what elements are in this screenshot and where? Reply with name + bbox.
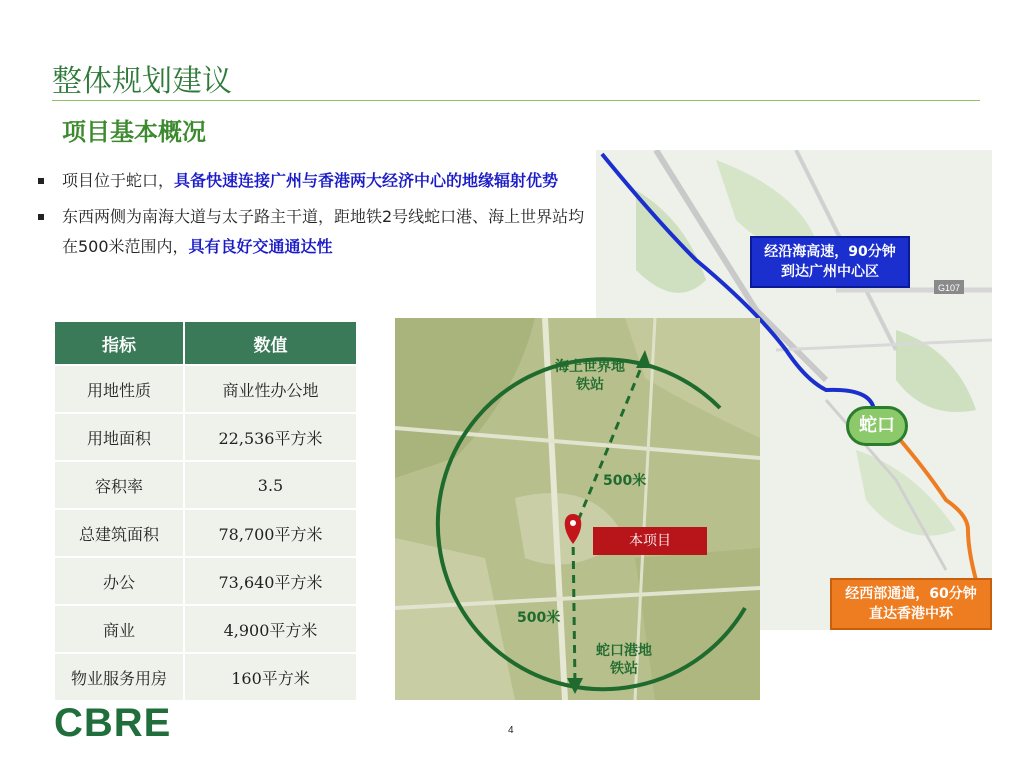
cbre-logo: CBRE <box>54 701 172 745</box>
table-cell-key: 总建筑面积 <box>54 509 184 557</box>
table-row <box>54 413 357 461</box>
project-tag: 本项目 <box>593 527 707 555</box>
bullet-highlight: 具备快速连接广州与香港两大经济中心的地缘辐射优势 <box>174 171 559 190</box>
table-row <box>54 653 357 701</box>
table-row <box>54 365 357 413</box>
section-subtitle: 项目基本概况 <box>62 118 206 146</box>
table-cell-key: 商业 <box>54 605 184 653</box>
page-number: 4 <box>508 725 514 736</box>
shekou-marker: 蛇口 <box>846 406 908 446</box>
table-cell-key: 用地面积 <box>54 413 184 461</box>
bullet-list <box>36 166 596 268</box>
table-cell-value: 3.5 <box>184 461 357 509</box>
table-cell-key: 办公 <box>54 557 184 605</box>
bullet-text: 项目位于蛇口， <box>62 171 175 190</box>
table-header-value: 数值 <box>184 321 357 365</box>
bullet-item-location <box>36 166 596 196</box>
table-header-row <box>54 321 357 365</box>
road-badge: G107 <box>937 283 961 293</box>
table-cell-key: 容积率 <box>54 461 184 509</box>
table-cell-value: 160平方米 <box>184 653 357 701</box>
table-cell-value: 22,536平方米 <box>184 413 357 461</box>
page-title: 整体规划建议 <box>52 64 232 99</box>
bullet-marker <box>38 214 44 220</box>
table-row <box>54 509 357 557</box>
callout-guangzhou: 经沿海高速，90分钟到达广州中心区 <box>750 236 910 288</box>
table-row <box>54 461 357 509</box>
project-info-table <box>53 320 358 702</box>
table-header-indicator: 指标 <box>54 321 184 365</box>
callout-hongkong: 经西部通道，60分钟直达香港中环 <box>830 578 992 630</box>
table-row <box>54 557 357 605</box>
table-cell-value: 73,640平方米 <box>184 557 357 605</box>
distance-north-label: 500米 <box>603 473 647 489</box>
table-cell-value: 78,700平方米 <box>184 509 357 557</box>
table-cell-key: 物业服务用房 <box>54 653 184 701</box>
table-cell-value: 商业性办公地 <box>184 365 357 413</box>
bullet-item-traffic <box>36 202 596 262</box>
station-north-label: 海上世界地铁站 <box>555 359 625 393</box>
title-divider <box>52 100 980 101</box>
table-cell-key: 用地性质 <box>54 365 184 413</box>
bullet-marker <box>38 178 44 184</box>
distance-south-label: 500米 <box>517 610 561 626</box>
bullet-highlight: 具有良好交通通达性 <box>188 237 333 256</box>
table-cell-value: 4,900平方米 <box>184 605 357 653</box>
table-row <box>54 605 357 653</box>
station-south-label: 蛇口港地铁站 <box>596 643 652 677</box>
bullet-text: 东西两侧为南海大道与太子路主干道，距地铁2号线蛇口港、海上世界站均在500米范围内， <box>62 207 585 256</box>
